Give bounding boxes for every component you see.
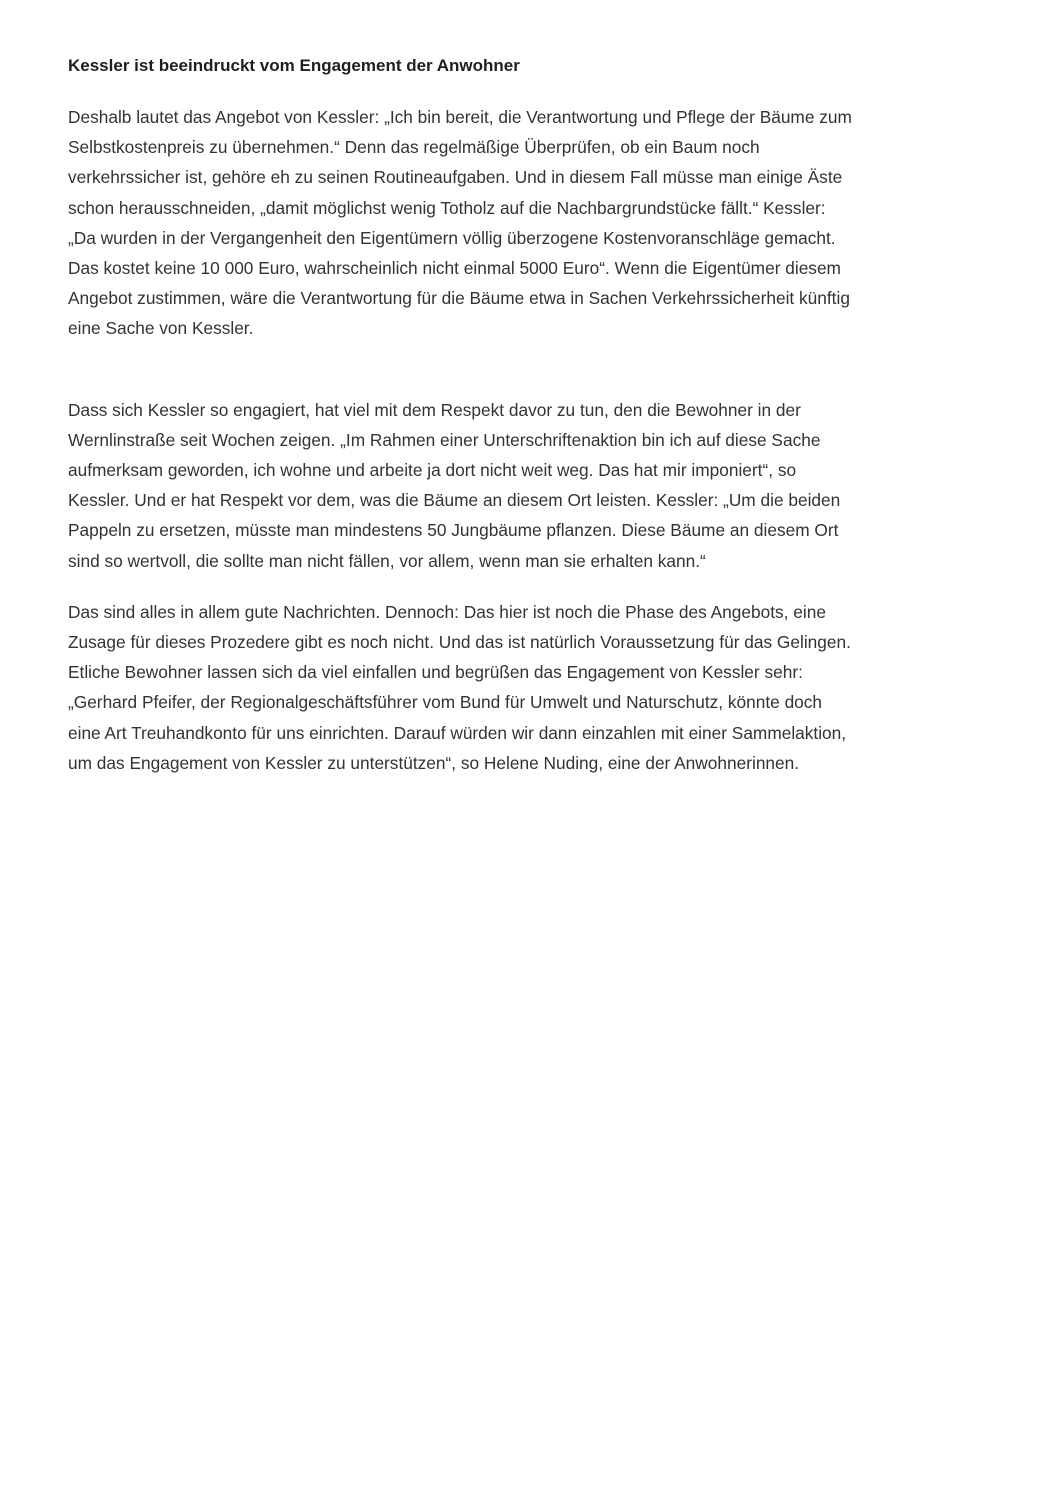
article-paragraph-3: Das sind alles in allem gute Nachrichten. Dennoch: Das hier ist noch die Phase des Angebots, eine Zusage für dieses Prozedere gibt es noch nicht. Und das ist natürlich Voraussetzung für das Gelingen. Etliche Bewohner lassen sich da viel einfallen und begrüßen das Engagement von Kessler sehr: „Gerhard Pfeifer, der Regionalgeschäftsführer vom Bund für Umwelt und Naturschutz, könnte doch eine Art Treuhandkonto für uns einrichten. Darauf würden wir dann einzahlen mit einer Sammelaktion, um das Engagement von Kessler zu unterstützen“, so Helene Nuding, eine der Anwohnerinnen. xyxy=(68,601,851,773)
article-heading: Kessler ist beeindruckt vom Engagement der Anwohner xyxy=(68,56,520,75)
article-paragraph-1: Deshalb lautet das Angebot von Kessler: „Ich bin bereit, die Verantwortung und Pflege der Bäume zum Selbstkostenpreis zu übernehmen.“ Denn das regelmäßige Überprüfen, ob ein Baum noch verkehrssicher ist, gehöre eh zu seinen Routineaufgaben. Und in diesem Fall müsse man einige Äste schon herausschneiden, „damit möglichst wenig Totholz auf die Nachbargrundstücke fällt.“ Kessler: „Da wurden in der Vergangenheit den Eigentümern völlig überzogene Kostenvoranschläge gemacht. Das kostet keine 10 000 Euro, wahrscheinlich nicht einmal 5000 Euro“. Wenn die Eigentümer diesem Angebot zustimmen, wäre die Verantwortung für die Bäume etwa in Sachen Verkehrssicherheit künftig eine Sache von Kessler. xyxy=(68,107,852,339)
article xyxy=(68,52,858,778)
article-paragraph-2: Dass sich Kessler so engagiert, hat viel mit dem Respekt davor zu tun, den die Bewohner in der Wernlinstraße seit Wochen zeigen. „Im Rahmen einer Unterschriftenaktion bin ich auf diese Sache aufmerksam geworden, ich wohne und arbeite ja dort nicht weit weg. Das hat mir imponiert“, so Kessler. Und er hat Respekt vor dem, was die Bäume an diesem Ort leisten. Kessler: „Um die beiden Pappeln zu ersetzen, müsste man mindestens 50 Jungbäume pflanzen. Diese Bäume an diesem Ort sind so wertvoll, die sollte man nicht fällen, vor allem, wenn man sie erhalten kann.“ xyxy=(68,399,841,571)
